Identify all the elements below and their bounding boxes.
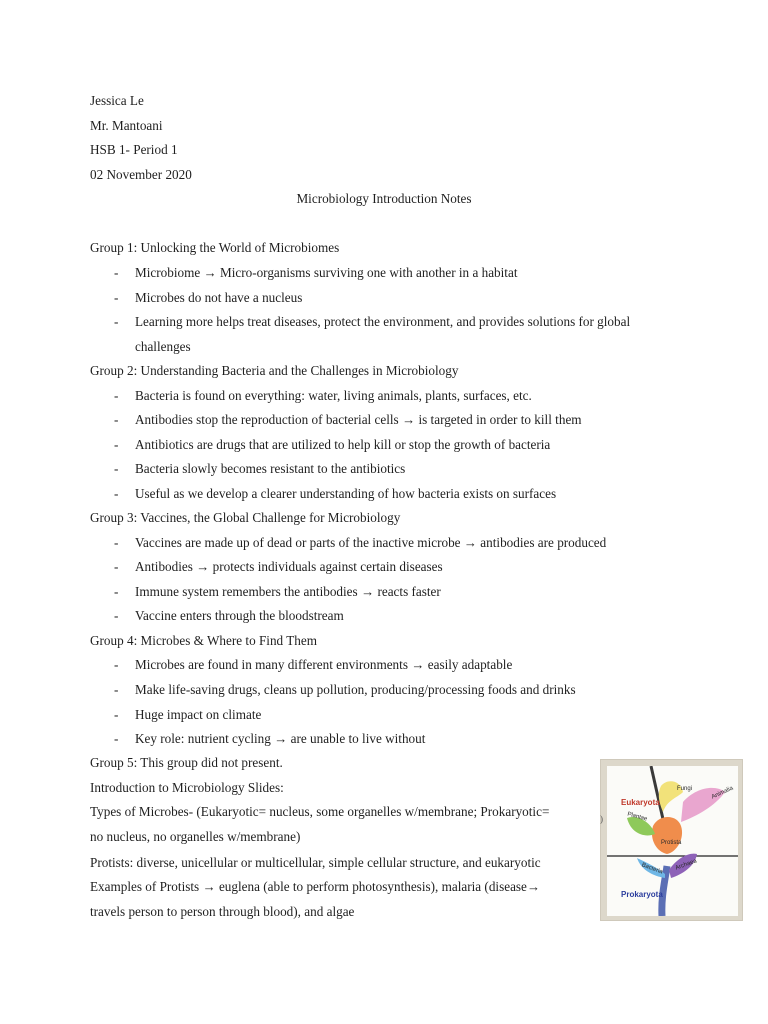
prokaryota-label: Prokaryota [621,890,663,899]
group-4-bullet: Make life-saving drugs, cleans up pollution, producing/processing foods and drinks [135,682,576,697]
bullet-dash: - [114,265,119,280]
tree-of-life-figure [600,759,743,921]
protista-branch [652,817,682,854]
group-2-bullet: Useful as we develop a clearer understanding of how bacteria exists on surfaces [135,486,557,501]
group-3-bullet: Vaccine enters through the bloodstream [135,608,344,623]
bullet-dash: - [114,388,119,403]
bullet-dash: - [114,412,119,427]
bullet-dash: - [114,535,119,550]
stray-parenthesis: ) [600,814,603,824]
bullet-dash: - [114,731,119,746]
eukaryota-label: Eukaryota [621,798,660,807]
slides-heading: Introduction to Microbiology Slides: [90,780,284,795]
bullet-dash: - [114,707,119,722]
group-4-bullet: Microbes are found in many different environments → easily adaptable [135,657,513,672]
group-2-heading: Group 2: Understanding Bacteria and the Challenges in Microbiology [90,363,459,378]
archaea-label: Archaea [674,858,698,872]
protista-label: Protista [661,840,682,846]
fungi-label: Fungi [677,786,693,792]
group-2-bullet: Bacteria slowly becomes resistant to the antibiotics [135,461,406,476]
bullet-dash: - [114,657,119,672]
bullet-dash: - [114,584,119,599]
slides-line: travels person to person through blood), and algae [90,904,355,919]
group-3-bullet: Vaccines are made up of dead or parts of the inactive microbe → antibodies are produced [135,535,607,550]
group-1-bullet: Microbiome → Micro-organisms surviving one with another in a habitat [135,265,518,280]
bullet-dash: - [114,314,119,329]
slides-line: Types of Microbes- (Eukaryotic= nucleus, some organelles w/membrane; Prokaryotic= [90,804,550,819]
group-2-bullet: Antibiotics are drugs that are utilized to help kill or stop the growth of bacteria [135,437,551,452]
group-2-bullet: Antibodies stop the reproduction of bacterial cells → is targeted in order to kill them [135,412,582,427]
bullet-dash: - [114,461,119,476]
group-2-bullet: Bacteria is found on everything: water, living animals, plants, surfaces, etc. [135,388,532,403]
group-4-bullet: Key role: nutrient cycling → are unable to live without [135,731,426,746]
bullet-dash: - [114,437,119,452]
slides-line: no nucleus, no organelles w/membrane) [90,829,301,844]
document-title: Microbiology Introduction Notes [296,191,472,206]
course-period: HSB 1- Period 1 [90,142,178,157]
bullet-dash: - [114,559,119,574]
group-3-heading: Group 3: Vaccines, the Global Challenge for Microbiology [90,510,401,525]
group-1-bullet: Learning more helps treat diseases, protect the environment, and provides solutions for global [135,314,631,329]
group-5-note: Group 5: This group did not present. [90,755,283,770]
teacher-name: Mr. Mantoani [90,118,163,133]
bullet-dash: - [114,486,119,501]
document-date: 02 November 2020 [90,167,192,182]
bullet-dash: - [114,682,119,697]
group-4-heading: Group 4: Microbes & Where to Find Them [90,633,317,648]
group-3-bullet: Antibodies → protects individuals against certain diseases [135,559,443,574]
slides-line: Protists: diverse, unicellular or multicellular, simple cellular structure, and eukaryotic [90,855,541,870]
slides-line: Examples of Protists → euglena (able to perform photosynthesis), malaria (disease→ [90,879,541,894]
bacteria-label: Bacteria [640,862,664,876]
figure-canvas [607,766,738,916]
plantae-label: Plantae [626,811,648,823]
author-name: Jessica Le [90,93,144,108]
group-1-bullet: Microbes do not have a nucleus [135,290,303,305]
group-1-bullet-continuation: challenges [135,339,191,354]
animalia-label: Animalia [710,785,735,801]
group-4-bullet: Huge impact on climate [135,707,262,722]
group-1-heading: Group 1: Unlocking the World of Microbiomes [90,240,340,255]
group-3-bullet: Immune system remembers the antibodies → reacts faster [135,584,441,599]
bullet-dash: - [114,608,119,623]
bullet-dash: - [114,290,119,305]
